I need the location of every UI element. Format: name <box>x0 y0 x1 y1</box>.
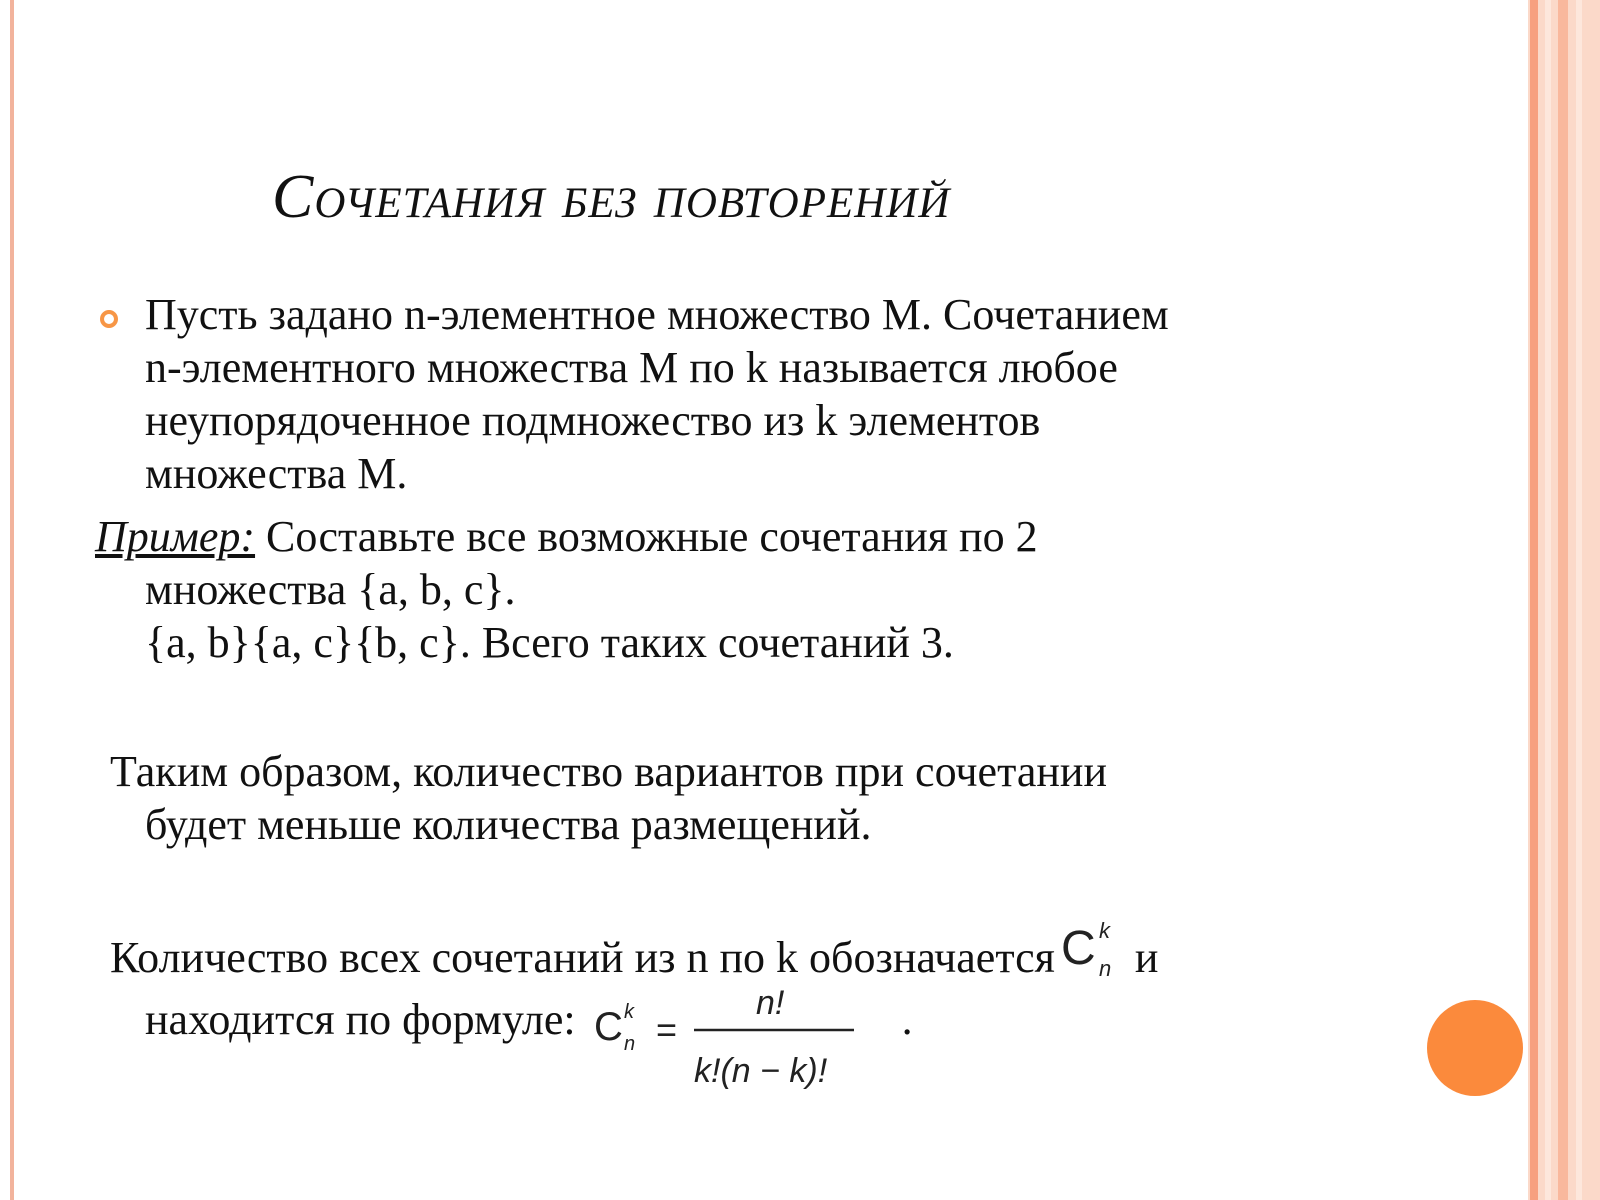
left-border-line <box>10 0 14 1200</box>
conclusion-line: Таким образом, количество вариантов при сочетании <box>110 747 1108 796</box>
right-border-stripe <box>1558 0 1568 1200</box>
formula-equals: = <box>655 1009 677 1050</box>
definition-paragraph <box>145 288 1445 500</box>
example-task-text: Составьте все возможные сочетания по 2 <box>255 512 1038 561</box>
example-set-line: множества {a, b, c}. <box>145 565 516 614</box>
example-answer-line: {a, b}{a, c}{b, c}. Всего таких сочетаний 3. <box>145 618 954 667</box>
notation-base: C <box>1060 922 1096 975</box>
formula-lhs-sub: n <box>623 1033 635 1055</box>
right-border-stripe <box>1530 0 1538 1200</box>
notation-text: Количество всех сочетаний из n по k обозначается <box>110 933 1055 982</box>
definition-line: множества М. <box>145 449 408 498</box>
right-border-stripe <box>1576 0 1582 1200</box>
notation-sup: k <box>1098 918 1110 943</box>
example-line <box>95 510 1435 563</box>
definition-line: неупорядоченное подмножество из k элементов <box>145 396 1041 445</box>
bullet-ring-icon <box>100 310 118 328</box>
combination-notation-image <box>1059 918 1129 980</box>
definition-line: Пусть задано n-элементное множество М. Сочетанием <box>145 290 1169 339</box>
formula-period: . <box>901 995 913 1044</box>
conclusion-line: будет меньше количества размещений. <box>145 800 872 849</box>
formula-paragraph <box>110 918 1450 1096</box>
definition-line: n-элементного множества М по k называется любое <box>145 343 1118 392</box>
example-paragraph <box>95 510 1435 669</box>
formula-lhs-base: C <box>593 1005 623 1049</box>
formula-numerator: n! <box>755 984 784 1022</box>
notation-line <box>110 918 1450 984</box>
formula-intro-text: находится по формуле: <box>145 995 576 1044</box>
slide-title: Сочетания без повторений <box>272 163 951 231</box>
example-label: Пример: <box>95 512 256 561</box>
formula-line <box>110 984 1450 1096</box>
right-border-stripe <box>1545 0 1551 1200</box>
conclusion-paragraph <box>110 745 1450 851</box>
combination-formula-image <box>590 984 880 1096</box>
formula-lhs-sup: k <box>623 1001 634 1023</box>
notation-sub: n <box>1098 956 1112 980</box>
formula-denominator: k!(n − k)! <box>693 1052 827 1090</box>
notation-conjunction: и <box>1134 933 1159 982</box>
